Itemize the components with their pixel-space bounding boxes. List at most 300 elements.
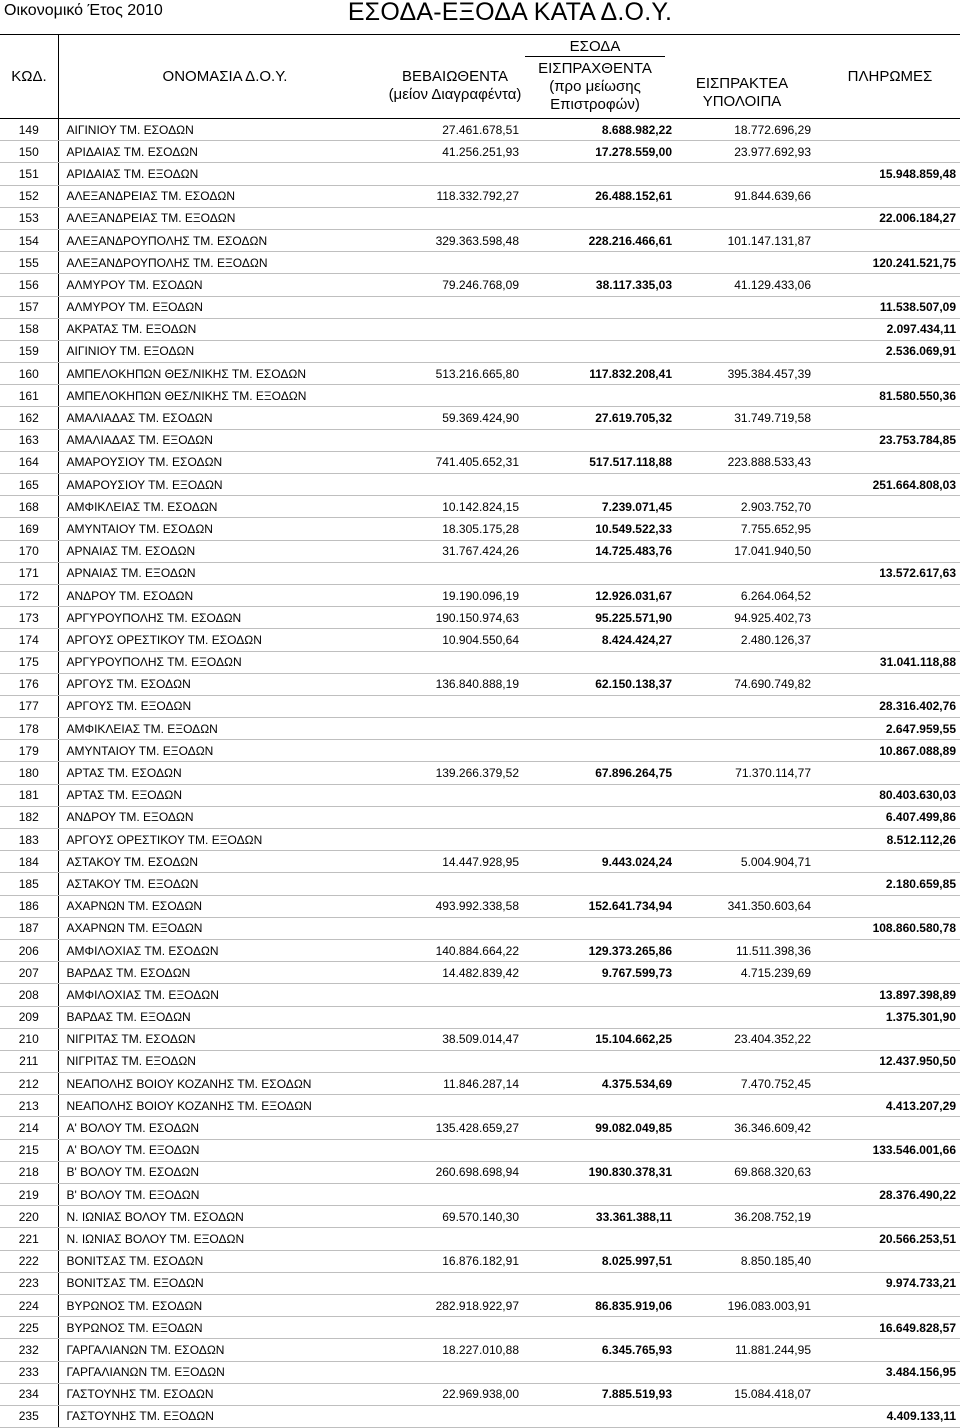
row-payments bbox=[819, 1117, 960, 1139]
row-name: ΑΜΦΙΛΟΧΙΑΣ ΤΜ. ΕΞΟΔΩΝ bbox=[58, 984, 388, 1006]
row-certified bbox=[388, 163, 525, 185]
row-certified: 69.570.140,30 bbox=[388, 1206, 525, 1228]
row-certified: 14.482.839,42 bbox=[388, 962, 525, 984]
row-name: ΑΙΓΙΝΙΟΥ ΤΜ. ΕΣΟΔΩΝ bbox=[58, 119, 388, 141]
row-collected: 38.117.335,03 bbox=[525, 274, 672, 296]
table-row bbox=[0, 1161, 960, 1183]
row-name: ΑΡΓΥΡΟΥΠΟΛΗΣ ΤΜ. ΕΣΟΔΩΝ bbox=[58, 607, 388, 629]
row-name: ΑΡΤΑΣ ΤΜ. ΕΣΟΔΩΝ bbox=[58, 762, 388, 784]
row-certified bbox=[388, 252, 525, 274]
row-collected bbox=[525, 1139, 672, 1161]
data-table-body bbox=[0, 119, 960, 1428]
row-payments: 22.006.184,27 bbox=[819, 207, 960, 229]
row-certified bbox=[388, 784, 525, 806]
row-remaining bbox=[672, 1405, 819, 1427]
row-payments: 8.512.112,26 bbox=[819, 829, 960, 851]
col-header-code: ΚΩΔ. bbox=[11, 68, 47, 85]
row-code: 170 bbox=[0, 540, 58, 562]
table-row bbox=[0, 762, 960, 784]
row-remaining bbox=[672, 318, 819, 340]
row-collected: 27.619.705,32 bbox=[525, 407, 672, 429]
row-remaining: 101.147.131,87 bbox=[672, 229, 819, 251]
row-remaining: 5.004.904,71 bbox=[672, 851, 819, 873]
table-row bbox=[0, 540, 960, 562]
row-remaining bbox=[672, 651, 819, 673]
row-name: ΑΛΕΞΑΝΔΡΟΥΠΟΛΗΣ ΤΜ. ΕΞΟΔΩΝ bbox=[58, 252, 388, 274]
row-collected bbox=[525, 318, 672, 340]
row-collected bbox=[525, 984, 672, 1006]
table-row bbox=[0, 119, 960, 141]
row-code: 182 bbox=[0, 806, 58, 828]
row-code: 207 bbox=[0, 962, 58, 984]
table-row bbox=[0, 1250, 960, 1272]
row-name: ΝΙΓΡΙΤΑΣ ΤΜ. ΕΣΟΔΩΝ bbox=[58, 1028, 388, 1050]
row-code: 159 bbox=[0, 340, 58, 362]
row-payments bbox=[819, 496, 960, 518]
row-remaining bbox=[672, 984, 819, 1006]
row-payments: 133.546.001,66 bbox=[819, 1139, 960, 1161]
row-payments bbox=[819, 1250, 960, 1272]
row-certified: 741.405.652,31 bbox=[388, 451, 525, 473]
row-collected: 4.375.534,69 bbox=[525, 1073, 672, 1095]
row-collected: 190.830.378,31 bbox=[525, 1161, 672, 1183]
row-name: ΑΜΦΙΚΛΕΙΑΣ ΤΜ. ΕΣΟΔΩΝ bbox=[58, 496, 388, 518]
row-payments: 13.572.617,63 bbox=[819, 562, 960, 584]
col-header-collected bbox=[520, 60, 670, 114]
row-certified: 19.190.096,19 bbox=[388, 584, 525, 606]
row-code: 184 bbox=[0, 851, 58, 873]
row-remaining bbox=[672, 474, 819, 496]
table-row bbox=[0, 451, 960, 473]
row-payments bbox=[819, 673, 960, 695]
table-row bbox=[0, 296, 960, 318]
row-collected bbox=[525, 252, 672, 274]
table-row bbox=[0, 1405, 960, 1427]
row-remaining: 223.888.533,43 bbox=[672, 451, 819, 473]
row-collected: 9.767.599,73 bbox=[525, 962, 672, 984]
row-code: 208 bbox=[0, 984, 58, 1006]
row-payments: 28.316.402,76 bbox=[819, 695, 960, 717]
table-row bbox=[0, 584, 960, 606]
row-payments bbox=[819, 363, 960, 385]
row-certified: 18.227.010,88 bbox=[388, 1339, 525, 1361]
row-remaining bbox=[672, 806, 819, 828]
table-row bbox=[0, 939, 960, 961]
row-certified: 22.969.938,00 bbox=[388, 1383, 525, 1405]
row-name: ΑΡΝΑΙΑΣ ΤΜ. ΕΞΟΔΩΝ bbox=[58, 562, 388, 584]
header-code-divider bbox=[58, 34, 59, 119]
row-remaining bbox=[672, 718, 819, 740]
row-remaining: 36.208.752,19 bbox=[672, 1206, 819, 1228]
row-certified bbox=[388, 1184, 525, 1206]
table-row bbox=[0, 518, 960, 540]
table-row bbox=[0, 274, 960, 296]
row-remaining: 11.881.244,95 bbox=[672, 1339, 819, 1361]
esoda-group-header: ΕΣΟΔΑ bbox=[569, 38, 621, 55]
row-certified bbox=[388, 1361, 525, 1383]
row-collected bbox=[525, 207, 672, 229]
header-top-rule bbox=[0, 34, 960, 35]
row-certified bbox=[388, 562, 525, 584]
row-collected: 7.239.071,45 bbox=[525, 496, 672, 518]
row-collected: 33.361.388,11 bbox=[525, 1206, 672, 1228]
table-row bbox=[0, 829, 960, 851]
row-collected: 12.926.031,67 bbox=[525, 584, 672, 606]
row-collected: 17.278.559,00 bbox=[525, 141, 672, 163]
row-remaining bbox=[672, 1050, 819, 1072]
table-row bbox=[0, 340, 960, 362]
row-certified: 31.767.424,26 bbox=[388, 540, 525, 562]
row-name: ΒΑΡΔΑΣ ΤΜ. ΕΞΟΔΩΝ bbox=[58, 1006, 388, 1028]
row-remaining: 4.715.239,69 bbox=[672, 962, 819, 984]
table-row bbox=[0, 207, 960, 229]
row-certified bbox=[388, 429, 525, 451]
row-collected: 152.641.734,94 bbox=[525, 895, 672, 917]
row-name: ΑΙΓΙΝΙΟΥ ΤΜ. ΕΞΟΔΩΝ bbox=[58, 340, 388, 362]
row-collected: 10.549.522,33 bbox=[525, 518, 672, 540]
row-collected: 6.345.765,93 bbox=[525, 1339, 672, 1361]
row-certified: 282.918.922,97 bbox=[388, 1294, 525, 1316]
table-row bbox=[0, 1317, 960, 1339]
table-row bbox=[0, 1028, 960, 1050]
row-code: 155 bbox=[0, 252, 58, 274]
row-name: Ν. ΙΩΝΙΑΣ ΒΟΛΟΥ ΤΜ. ΕΞΟΔΩΝ bbox=[58, 1228, 388, 1250]
row-collected: 228.216.466,61 bbox=[525, 229, 672, 251]
row-collected: 95.225.571,90 bbox=[525, 607, 672, 629]
row-payments: 20.566.253,51 bbox=[819, 1228, 960, 1250]
row-payments: 15.948.859,48 bbox=[819, 163, 960, 185]
row-collected bbox=[525, 474, 672, 496]
row-collected: 99.082.049,85 bbox=[525, 1117, 672, 1139]
row-certified bbox=[388, 1006, 525, 1028]
table-row bbox=[0, 1206, 960, 1228]
row-name: ΓΑΡΓΑΛΙΑΝΩΝ ΤΜ. ΕΣΟΔΩΝ bbox=[58, 1339, 388, 1361]
col-header-collected-line2: (προ μείωσης bbox=[549, 78, 641, 95]
row-name: Α' ΒΟΛΟΥ ΤΜ. ΕΞΟΔΩΝ bbox=[58, 1139, 388, 1161]
row-payments: 3.484.156,95 bbox=[819, 1361, 960, 1383]
row-name: ΒΟΝΙΤΣΑΣ ΤΜ. ΕΣΟΔΩΝ bbox=[58, 1250, 388, 1272]
row-collected: 14.725.483,76 bbox=[525, 540, 672, 562]
row-collected bbox=[525, 695, 672, 717]
table-row bbox=[0, 562, 960, 584]
row-collected bbox=[525, 829, 672, 851]
row-certified bbox=[388, 1095, 525, 1117]
row-name: Β' ΒΟΛΟΥ ΤΜ. ΕΣΟΔΩΝ bbox=[58, 1161, 388, 1183]
row-payments: 2.097.434,11 bbox=[819, 318, 960, 340]
row-certified bbox=[388, 829, 525, 851]
col-header-name: ΟΝΟΜΑΣΙΑ Δ.Ο.Υ. bbox=[162, 68, 288, 85]
row-certified: 190.150.974,63 bbox=[388, 607, 525, 629]
row-remaining bbox=[672, 340, 819, 362]
table-row bbox=[0, 784, 960, 806]
row-certified bbox=[388, 695, 525, 717]
row-payments: 12.437.950,50 bbox=[819, 1050, 960, 1072]
table-row bbox=[0, 873, 960, 895]
row-collected: 9.443.024,24 bbox=[525, 851, 672, 873]
table-row bbox=[0, 740, 960, 762]
row-remaining: 2.480.126,37 bbox=[672, 629, 819, 651]
row-payments: 9.974.733,21 bbox=[819, 1272, 960, 1294]
table-row bbox=[0, 1361, 960, 1383]
row-payments: 6.407.499,86 bbox=[819, 806, 960, 828]
row-payments: 81.580.550,36 bbox=[819, 385, 960, 407]
row-payments bbox=[819, 762, 960, 784]
row-certified bbox=[388, 340, 525, 362]
row-code: 186 bbox=[0, 895, 58, 917]
row-certified: 329.363.598,48 bbox=[388, 229, 525, 251]
row-collected: 62.150.138,37 bbox=[525, 673, 672, 695]
row-payments bbox=[819, 1073, 960, 1095]
row-name: ΑΜΥΝΤΑΙΟΥ ΤΜ. ΕΣΟΔΩΝ bbox=[58, 518, 388, 540]
row-collected bbox=[525, 1006, 672, 1028]
row-payments: 13.897.398,89 bbox=[819, 984, 960, 1006]
row-name: ΝΕΑΠΟΛΗΣ ΒΟΙΟΥ ΚΟΖΑΝΗΣ ΤΜ. ΕΞΟΔΩΝ bbox=[58, 1095, 388, 1117]
row-certified: 118.332.792,27 bbox=[388, 185, 525, 207]
row-certified: 139.266.379,52 bbox=[388, 762, 525, 784]
row-collected bbox=[525, 562, 672, 584]
row-remaining bbox=[672, 917, 819, 939]
row-certified bbox=[388, 1050, 525, 1072]
row-certified: 41.256.251,93 bbox=[388, 141, 525, 163]
row-name: ΒΥΡΩΝΟΣ ΤΜ. ΕΣΟΔΩΝ bbox=[58, 1294, 388, 1316]
row-remaining bbox=[672, 873, 819, 895]
row-remaining: 7.470.752,45 bbox=[672, 1073, 819, 1095]
row-collected bbox=[525, 718, 672, 740]
row-code: 165 bbox=[0, 474, 58, 496]
table-row bbox=[0, 1294, 960, 1316]
row-code: 161 bbox=[0, 385, 58, 407]
col-header-collected-line1: ΕΙΣΠΡΑΧΘΕΝΤΑ bbox=[538, 60, 652, 77]
row-certified: 38.509.014,47 bbox=[388, 1028, 525, 1050]
row-code: 179 bbox=[0, 740, 58, 762]
row-code: 222 bbox=[0, 1250, 58, 1272]
table-row bbox=[0, 718, 960, 740]
table-row bbox=[0, 851, 960, 873]
table-row bbox=[0, 607, 960, 629]
row-name: ΒΟΝΙΤΣΑΣ ΤΜ. ΕΞΟΔΩΝ bbox=[58, 1272, 388, 1294]
row-code: 219 bbox=[0, 1184, 58, 1206]
row-name: ΑΜΠΕΛΟΚΗΠΩΝ ΘΕΣ/ΝΙΚΗΣ ΤΜ. ΕΣΟΔΩΝ bbox=[58, 363, 388, 385]
row-payments: 28.376.490,22 bbox=[819, 1184, 960, 1206]
row-code: 178 bbox=[0, 718, 58, 740]
row-remaining bbox=[672, 829, 819, 851]
row-remaining: 15.084.418,07 bbox=[672, 1383, 819, 1405]
row-collected: 86.835.919,06 bbox=[525, 1294, 672, 1316]
row-remaining: 36.346.609,42 bbox=[672, 1117, 819, 1139]
table-row bbox=[0, 917, 960, 939]
row-code: 158 bbox=[0, 318, 58, 340]
row-payments bbox=[819, 939, 960, 961]
row-remaining: 74.690.749,82 bbox=[672, 673, 819, 695]
row-payments bbox=[819, 962, 960, 984]
row-code: 177 bbox=[0, 695, 58, 717]
row-code: 176 bbox=[0, 673, 58, 695]
row-remaining: 7.755.652,95 bbox=[672, 518, 819, 540]
row-remaining: 31.749.719,58 bbox=[672, 407, 819, 429]
row-certified: 16.876.182,91 bbox=[388, 1250, 525, 1272]
row-remaining bbox=[672, 1228, 819, 1250]
row-remaining bbox=[672, 695, 819, 717]
row-certified: 11.846.287,14 bbox=[388, 1073, 525, 1095]
row-certified bbox=[388, 718, 525, 740]
row-code: 151 bbox=[0, 163, 58, 185]
table-row bbox=[0, 673, 960, 695]
row-remaining: 2.903.752,70 bbox=[672, 496, 819, 518]
table-row bbox=[0, 1339, 960, 1361]
row-payments bbox=[819, 1339, 960, 1361]
row-payments bbox=[819, 518, 960, 540]
row-payments bbox=[819, 1383, 960, 1405]
row-name: Α' ΒΟΛΟΥ ΤΜ. ΕΣΟΔΩΝ bbox=[58, 1117, 388, 1139]
row-payments bbox=[819, 584, 960, 606]
row-name: ΑΜΑΡΟΥΣΙΟΥ ΤΜ. ΕΣΟΔΩΝ bbox=[58, 451, 388, 473]
row-name: ΑΜΦΙΚΛΕΙΑΣ ΤΜ. ΕΞΟΔΩΝ bbox=[58, 718, 388, 740]
row-name: Ν. ΙΩΝΙΑΣ ΒΟΛΟΥ ΤΜ. ΕΣΟΔΩΝ bbox=[58, 1206, 388, 1228]
row-remaining: 8.850.185,40 bbox=[672, 1250, 819, 1272]
table-row bbox=[0, 1006, 960, 1028]
row-certified: 27.461.678,51 bbox=[388, 119, 525, 141]
row-payments: 2.180.659,85 bbox=[819, 873, 960, 895]
table-row bbox=[0, 1184, 960, 1206]
row-certified bbox=[388, 984, 525, 1006]
col-header-remaining-line1: ΕΙΣΠΡΑΚΤΕΑ bbox=[695, 75, 789, 92]
row-code: 185 bbox=[0, 873, 58, 895]
table-row bbox=[0, 984, 960, 1006]
row-code: 213 bbox=[0, 1095, 58, 1117]
row-remaining bbox=[672, 1006, 819, 1028]
row-name: ΑΜΦΙΛΟΧΙΑΣ ΤΜ. ΕΣΟΔΩΝ bbox=[58, 939, 388, 961]
col-header-certified-line2: (μείον Διαγραφέντα) bbox=[388, 86, 522, 103]
row-collected: 15.104.662,25 bbox=[525, 1028, 672, 1050]
row-collected bbox=[525, 385, 672, 407]
row-certified bbox=[388, 917, 525, 939]
row-certified: 513.216.665,80 bbox=[388, 363, 525, 385]
row-collected bbox=[525, 651, 672, 673]
row-name: ΓΑΣΤΟΥΝΗΣ ΤΜ. ΕΣΟΔΩΝ bbox=[58, 1383, 388, 1405]
row-payments bbox=[819, 119, 960, 141]
row-name: ΑΡΓΟΥΣ ΤΜ. ΕΣΟΔΩΝ bbox=[58, 673, 388, 695]
row-code: 206 bbox=[0, 939, 58, 961]
table-row bbox=[0, 185, 960, 207]
row-certified bbox=[388, 385, 525, 407]
col-header-payments: ΠΛΗΡΩΜΕΣ bbox=[847, 68, 933, 85]
row-payments: 251.664.808,03 bbox=[819, 474, 960, 496]
row-payments: 23.753.784,85 bbox=[819, 429, 960, 451]
row-code: 181 bbox=[0, 784, 58, 806]
row-remaining bbox=[672, 163, 819, 185]
row-name: ΑΡΙΔΑΙΑΣ ΤΜ. ΕΞΟΔΩΝ bbox=[58, 163, 388, 185]
row-payments bbox=[819, 629, 960, 651]
row-payments: 120.241.521,75 bbox=[819, 252, 960, 274]
row-certified bbox=[388, 318, 525, 340]
row-remaining: 23.977.692,93 bbox=[672, 141, 819, 163]
row-remaining bbox=[672, 1361, 819, 1383]
row-code: 157 bbox=[0, 296, 58, 318]
row-code: 232 bbox=[0, 1339, 58, 1361]
row-remaining bbox=[672, 1184, 819, 1206]
table-row bbox=[0, 474, 960, 496]
row-code: 150 bbox=[0, 141, 58, 163]
row-certified bbox=[388, 1228, 525, 1250]
table-row bbox=[0, 229, 960, 251]
row-name: ΑΡΙΔΑΙΑΣ ΤΜ. ΕΣΟΔΩΝ bbox=[58, 141, 388, 163]
table-row bbox=[0, 695, 960, 717]
row-remaining: 91.844.639,66 bbox=[672, 185, 819, 207]
row-certified bbox=[388, 651, 525, 673]
table-row bbox=[0, 806, 960, 828]
row-collected bbox=[525, 1050, 672, 1072]
row-name: ΑΣΤΑΚΟΥ ΤΜ. ΕΞΟΔΩΝ bbox=[58, 873, 388, 895]
table-row bbox=[0, 1073, 960, 1095]
row-payments bbox=[819, 451, 960, 473]
row-collected bbox=[525, 1272, 672, 1294]
row-code: 210 bbox=[0, 1028, 58, 1050]
row-code: 215 bbox=[0, 1139, 58, 1161]
row-payments: 80.403.630,03 bbox=[819, 784, 960, 806]
row-code: 149 bbox=[0, 119, 58, 141]
row-collected bbox=[525, 296, 672, 318]
row-payments bbox=[819, 607, 960, 629]
table-row bbox=[0, 141, 960, 163]
row-code: 164 bbox=[0, 451, 58, 473]
row-collected bbox=[525, 873, 672, 895]
row-certified bbox=[388, 1139, 525, 1161]
table-row bbox=[0, 1383, 960, 1405]
row-certified bbox=[388, 1272, 525, 1294]
row-name: ΑΜΑΡΟΥΣΙΟΥ ΤΜ. ΕΞΟΔΩΝ bbox=[58, 474, 388, 496]
row-payments bbox=[819, 407, 960, 429]
row-collected: 517.517.118,88 bbox=[525, 451, 672, 473]
row-code: 183 bbox=[0, 829, 58, 851]
row-name: ΒΥΡΩΝΟΣ ΤΜ. ΕΞΟΔΩΝ bbox=[58, 1317, 388, 1339]
row-remaining: 69.868.320,63 bbox=[672, 1161, 819, 1183]
table-row bbox=[0, 252, 960, 274]
row-payments: 1.375.301,90 bbox=[819, 1006, 960, 1028]
row-code: 234 bbox=[0, 1383, 58, 1405]
row-payments bbox=[819, 274, 960, 296]
row-certified bbox=[388, 740, 525, 762]
row-payments bbox=[819, 1028, 960, 1050]
col-header-certified bbox=[380, 68, 530, 104]
row-name: ΑΛΜΥΡΟΥ ΤΜ. ΕΣΟΔΩΝ bbox=[58, 274, 388, 296]
row-certified: 135.428.659,27 bbox=[388, 1117, 525, 1139]
row-certified bbox=[388, 873, 525, 895]
row-collected bbox=[525, 806, 672, 828]
row-payments: 2.647.959,55 bbox=[819, 718, 960, 740]
row-name: ΝΕΑΠΟΛΗΣ ΒΟΙΟΥ ΚΟΖΑΝΗΣ ΤΜ. ΕΣΟΔΩΝ bbox=[58, 1073, 388, 1095]
row-code: 220 bbox=[0, 1206, 58, 1228]
row-certified bbox=[388, 296, 525, 318]
row-certified: 59.369.424,90 bbox=[388, 407, 525, 429]
row-collected: 129.373.265,86 bbox=[525, 939, 672, 961]
row-certified: 140.884.664,22 bbox=[388, 939, 525, 961]
table-row bbox=[0, 1272, 960, 1294]
row-code: 175 bbox=[0, 651, 58, 673]
row-name: ΑΝΔΡΟΥ ΤΜ. ΕΞΟΔΩΝ bbox=[58, 806, 388, 828]
row-collected bbox=[525, 917, 672, 939]
row-remaining: 6.264.064,52 bbox=[672, 584, 819, 606]
row-name: ΑΡΓΟΥΣ ΟΡΕΣΤΙΚΟΥ ΤΜ. ΕΣΟΔΩΝ bbox=[58, 629, 388, 651]
row-payments: 31.041.118,88 bbox=[819, 651, 960, 673]
row-certified bbox=[388, 1317, 525, 1339]
table-row bbox=[0, 385, 960, 407]
row-name: ΓΑΣΤΟΥΝΗΣ ΤΜ. ΕΞΟΔΩΝ bbox=[58, 1405, 388, 1427]
row-collected bbox=[525, 1184, 672, 1206]
row-payments bbox=[819, 1161, 960, 1183]
row-remaining: 196.083.003,91 bbox=[672, 1294, 819, 1316]
row-payments bbox=[819, 895, 960, 917]
row-collected bbox=[525, 1405, 672, 1427]
